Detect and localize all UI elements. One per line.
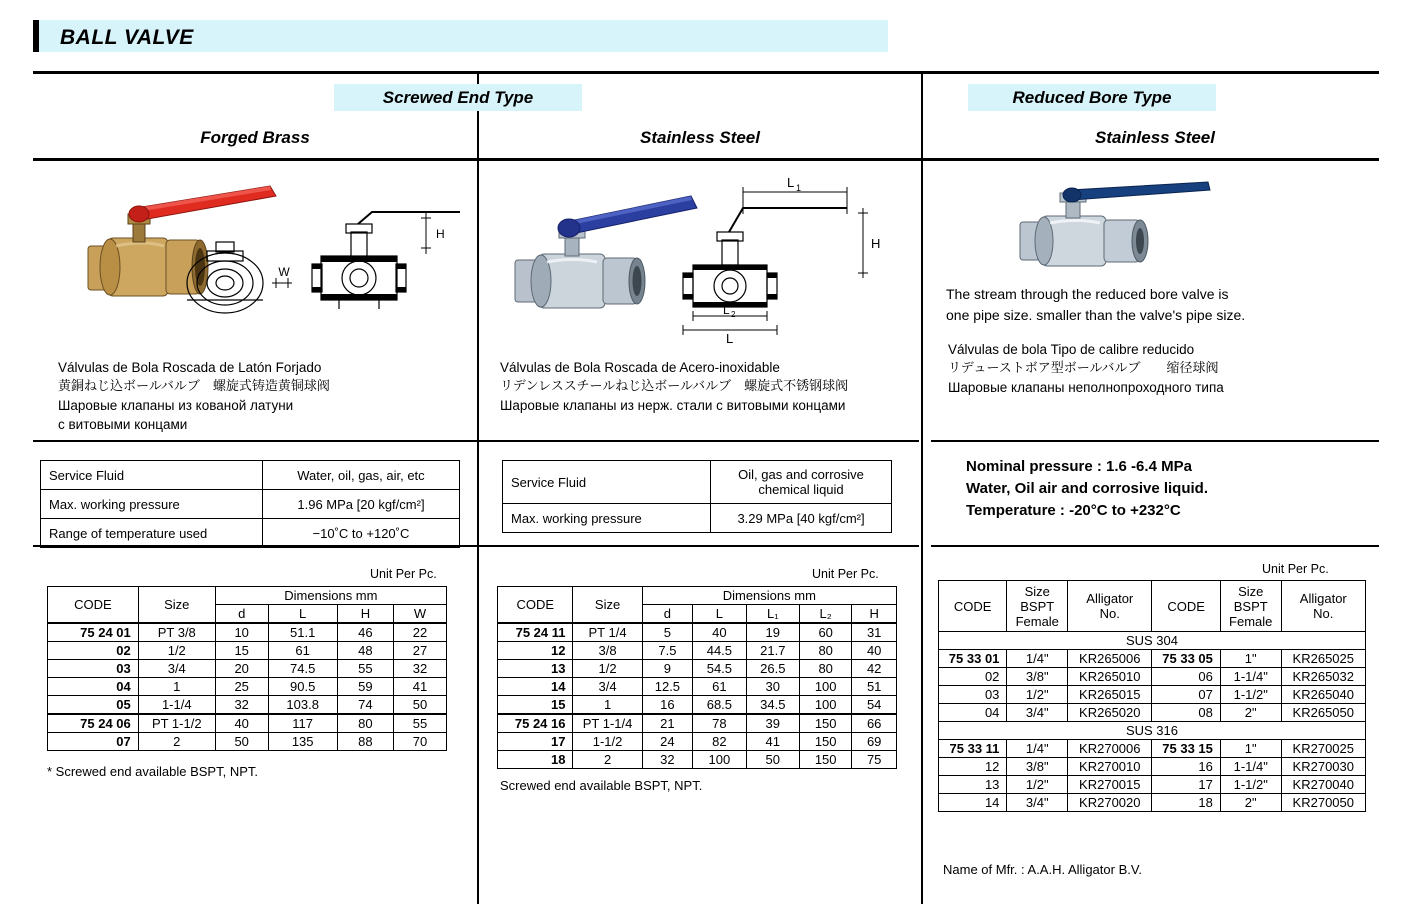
col-H: H: [337, 605, 393, 624]
cell-d: 7.5: [642, 642, 693, 660]
rule-under-images: [33, 440, 919, 442]
cell-code1: 75 33 01: [939, 650, 1007, 668]
cell-size2: 1": [1220, 740, 1281, 758]
cell-L: 100: [693, 751, 746, 769]
col-code: CODE: [48, 587, 139, 624]
table-row: [498, 751, 897, 769]
table-header-row: [939, 581, 1366, 632]
col-alligator-2: Alligator No.: [1281, 581, 1365, 632]
left-unit-note: Unit Per Pc.: [370, 567, 437, 581]
cell-L: 61: [268, 642, 337, 660]
cell-L2: 80: [799, 642, 851, 660]
cell-size: 1-1/4: [138, 696, 215, 715]
cell-L: 117: [268, 714, 337, 733]
banner-reduced-bore-type: Reduced Bore Type: [968, 84, 1216, 111]
cell-L1: 30: [746, 678, 799, 696]
cell-L: 40: [693, 623, 746, 642]
cell-code1: 03: [939, 686, 1007, 704]
cell-code2: 18: [1152, 794, 1220, 812]
left-caption-cjk: 黄銅ねじ込ボールバルブ 螺旋式铸造黄铜球阀: [58, 379, 330, 394]
group-sus316: SUS 316: [939, 722, 1366, 740]
cell-code1: 12: [939, 758, 1007, 776]
rb-spec-line1: Nominal pressure : 1.6 -6.4 MPa: [966, 458, 1192, 475]
table-group-row: [939, 722, 1366, 740]
cell-size2: 1-1/2": [1220, 686, 1281, 704]
cell-code2: 75 33 15: [1152, 740, 1220, 758]
cell-L: 44.5: [693, 642, 746, 660]
table-row: [498, 696, 897, 715]
cell-all1: KR270020: [1068, 794, 1152, 812]
cell-d: 15: [215, 642, 268, 660]
table-row: [498, 733, 897, 751]
cell-H: 40: [852, 642, 897, 660]
table-header-row: [498, 587, 897, 605]
cell-code2: 75 33 05: [1152, 650, 1220, 668]
rb-desc-line1: The stream through the reduced bore valve is: [946, 286, 1229, 302]
cell-all1: KR265015: [1068, 686, 1152, 704]
spec-value: 1.96 MPa [20 kgf/cm²]: [262, 490, 459, 519]
cell-L1: 34.5: [746, 696, 799, 715]
cell-size2: 1": [1220, 650, 1281, 668]
cell-H: 55: [337, 660, 393, 678]
cell-all2: KR270025: [1281, 740, 1365, 758]
table-row: [48, 623, 447, 642]
col-size-1: Size BSPT Female: [1007, 581, 1068, 632]
cell-H: 75: [852, 751, 897, 769]
table-row: [503, 461, 892, 504]
cell-code2: 17: [1152, 776, 1220, 794]
table-row: [498, 714, 897, 733]
cell-H: 46: [337, 623, 393, 642]
cell-size1: 3/8": [1007, 758, 1068, 776]
col-code: CODE: [498, 587, 573, 624]
cell-code: 04: [48, 678, 139, 696]
cell-W: 50: [394, 696, 447, 715]
cell-all2: KR265025: [1281, 650, 1365, 668]
cell-H: 42: [852, 660, 897, 678]
cell-code: 14: [498, 678, 573, 696]
cell-all1: KR270010: [1068, 758, 1152, 776]
cell-L2: 100: [799, 678, 851, 696]
cell-size: 3/8: [573, 642, 642, 660]
table-row: [48, 733, 447, 751]
col-code-2: CODE: [1152, 581, 1220, 632]
cell-L: 68.5: [693, 696, 746, 715]
svg-text:L: L: [726, 331, 734, 345]
middle-dimension-table: [497, 586, 897, 769]
cell-code: 02: [48, 642, 139, 660]
table-row: [498, 678, 897, 696]
cell-code: 03: [48, 660, 139, 678]
col-code-1: CODE: [939, 581, 1007, 632]
rule-under-subtitles: [33, 158, 1379, 161]
cell-all2: KR265050: [1281, 704, 1365, 722]
cell-all1: KR270015: [1068, 776, 1152, 794]
table-header-row: [48, 587, 447, 605]
cell-d: 9: [642, 660, 693, 678]
cell-all2: KR270050: [1281, 794, 1365, 812]
col-d: d: [642, 605, 693, 624]
table-row: [939, 686, 1366, 704]
cell-d: 24: [642, 733, 693, 751]
cell-L2: 80: [799, 660, 851, 678]
cell-L1: 21.7: [746, 642, 799, 660]
cell-size2: 1-1/2": [1220, 776, 1281, 794]
middle-unit-note: Unit Per Pc.: [812, 567, 879, 581]
cell-all1: KR265006: [1068, 650, 1152, 668]
table-group-row: [939, 632, 1366, 650]
cell-size: 1: [138, 678, 215, 696]
cell-L1: 26.5: [746, 660, 799, 678]
right-footnote: Name of Mfr. : A.A.H. Alligator B.V.: [943, 862, 1142, 877]
cell-code2: 07: [1152, 686, 1220, 704]
cell-code1: 04: [939, 704, 1007, 722]
cell-size: PT 1-1/4: [573, 714, 642, 733]
mid-caption-cjk: リデンレススチールねじ込ボールバルブ 螺旋式不锈钢球阀: [500, 379, 849, 394]
cell-all2: KR265032: [1281, 668, 1365, 686]
cell-code: 75 24 01: [48, 623, 139, 642]
left-footnote: * Screwed end available BSPT, NPT.: [47, 764, 258, 779]
cell-L2: 150: [799, 714, 851, 733]
cell-size2: 2": [1220, 794, 1281, 812]
svg-text:1: 1: [796, 183, 802, 193]
cell-H: 88: [337, 733, 393, 751]
cell-code: 12: [498, 642, 573, 660]
table-row: [939, 758, 1366, 776]
cell-size1: 3/4": [1007, 794, 1068, 812]
forged-brass-valve-illustration: [40, 168, 470, 343]
table-row: [939, 704, 1366, 722]
svg-text:H: H: [871, 236, 881, 251]
reduced-bore-description: [946, 284, 1366, 326]
table-row: [48, 678, 447, 696]
cell-code: 13: [498, 660, 573, 678]
page-title: BALL VALVE: [60, 26, 194, 49]
cell-size1: 1/2": [1007, 776, 1068, 794]
cell-size2: 1-1/4": [1220, 668, 1281, 686]
cell-all2: KR265040: [1281, 686, 1365, 704]
right-caption-es: Válvulas de bola Tipo de calibre reducido: [948, 342, 1195, 357]
cell-H: 31: [852, 623, 897, 642]
left-caption-es: Válvulas de Bola Roscada de Latón Forjado: [58, 360, 322, 375]
table-row: [939, 740, 1366, 758]
table-row: [939, 668, 1366, 686]
stainless-steel-valve-illustration: [495, 170, 895, 345]
cell-d: 12.5: [642, 678, 693, 696]
spec-label: Service Fluid: [41, 461, 263, 490]
table-row: [939, 776, 1366, 794]
cell-H: 51: [852, 678, 897, 696]
left-caption-block: [58, 358, 458, 434]
cell-d: 5: [642, 623, 693, 642]
col-L1: L₁: [746, 605, 799, 624]
cell-d: 40: [215, 714, 268, 733]
cell-H: 74: [337, 696, 393, 715]
right-unit-note: Unit Per Pc.: [1262, 562, 1329, 576]
cell-size1: 1/2": [1007, 686, 1068, 704]
col-W: W: [394, 605, 447, 624]
middle-caption-block: [500, 358, 910, 415]
cell-H: 80: [337, 714, 393, 733]
table-row: [498, 623, 897, 642]
cell-W: 32: [394, 660, 447, 678]
spec-value: Oil, gas and corrosive chemical liquid: [711, 461, 892, 504]
cell-all1: KR265010: [1068, 668, 1152, 686]
cell-size: 1/2: [138, 642, 215, 660]
table-row: [41, 461, 460, 490]
col-L: L: [268, 605, 337, 624]
cell-H: 59: [337, 678, 393, 696]
cell-code1: 02: [939, 668, 1007, 686]
rule-right-b: [931, 545, 1379, 547]
svg-text:L: L: [787, 175, 795, 190]
cell-size: PT 1-1/2: [138, 714, 215, 733]
col-alligator-1: Alligator No.: [1068, 581, 1152, 632]
col-size: Size: [573, 587, 642, 624]
cell-L: 61: [693, 678, 746, 696]
cell-size: 1: [573, 696, 642, 715]
col-dimensions: Dimensions mm: [642, 587, 896, 605]
header-accent-bar: [33, 20, 39, 52]
banner-screwed-end-type: Screwed End Type: [334, 84, 582, 111]
cell-L: 51.1: [268, 623, 337, 642]
spec-label: Max. working pressure: [503, 504, 711, 533]
cell-d: 16: [642, 696, 693, 715]
cell-d: 20: [215, 660, 268, 678]
cell-all1: KR265020: [1068, 704, 1152, 722]
cell-d: 32: [642, 751, 693, 769]
cell-size: 3/4: [138, 660, 215, 678]
cell-code: 15: [498, 696, 573, 715]
table-row: [503, 504, 892, 533]
cell-L1: 50: [746, 751, 799, 769]
cell-H: 66: [852, 714, 897, 733]
cell-L: 82: [693, 733, 746, 751]
vsep-middle-right: [921, 74, 923, 904]
spec-value: Water, oil, gas, air, etc: [262, 461, 459, 490]
table-row: [939, 650, 1366, 668]
svg-text:L: L: [723, 303, 730, 317]
cell-W: 22: [394, 623, 447, 642]
right-spec-block: [966, 456, 1376, 522]
col-L: L: [693, 605, 746, 624]
table-row: [48, 660, 447, 678]
mid-caption-ru: Шаровые клапаны из нерж. стали с витовыми концами: [500, 398, 846, 413]
right-caption-cjk: リデューストボア型ボールバルブ 缩径球阀: [948, 361, 1219, 376]
table-row: [48, 696, 447, 715]
right-code-table: [938, 580, 1366, 812]
rule-top: [33, 71, 1379, 74]
cell-size: 1-1/2: [573, 733, 642, 751]
cell-size1: 1/4": [1007, 740, 1068, 758]
cell-L: 74.5: [268, 660, 337, 678]
table-row: [48, 642, 447, 660]
table-row: [498, 660, 897, 678]
cell-size: 2: [573, 751, 642, 769]
cell-code: 75 24 16: [498, 714, 573, 733]
cell-L2: 60: [799, 623, 851, 642]
cell-size: 2: [138, 733, 215, 751]
cell-all2: KR270030: [1281, 758, 1365, 776]
table-row: [48, 714, 447, 733]
left-caption-ru1: Шаровые клапаны из кованой латуни: [58, 398, 294, 413]
subtitle-forged-brass: Forged Brass: [200, 128, 310, 147]
table-row: [498, 642, 897, 660]
rb-spec-line3: Temperature : -20°C to +232°C: [966, 502, 1181, 519]
cell-code: 75 24 11: [498, 623, 573, 642]
cell-d: 32: [215, 696, 268, 715]
table-row: [41, 490, 460, 519]
reduced-bore-valve-illustration: [1000, 180, 1290, 290]
cell-L: 90.5: [268, 678, 337, 696]
left-dimension-table: [47, 586, 447, 751]
vsep-left-middle: [477, 74, 479, 904]
cell-code2: 16: [1152, 758, 1220, 776]
cell-all2: KR270040: [1281, 776, 1365, 794]
col-H: H: [852, 605, 897, 624]
cell-d: 10: [215, 623, 268, 642]
cell-code2: 08: [1152, 704, 1220, 722]
subtitle-stainless-steel-right: Stainless Steel: [1094, 128, 1215, 147]
cell-L: 135: [268, 733, 337, 751]
cell-d: 21: [642, 714, 693, 733]
cell-L: 54.5: [693, 660, 746, 678]
cell-code1: 75 33 11: [939, 740, 1007, 758]
table-row: [41, 519, 460, 548]
left-caption-ru2: с витовыми концами: [58, 417, 188, 432]
left-spec-table: [40, 460, 460, 548]
rb-desc-line2: one pipe size. smaller than the valve's pipe size.: [946, 307, 1246, 323]
cell-H: 69: [852, 733, 897, 751]
svg-text:H: H: [436, 227, 445, 241]
cell-W: 27: [394, 642, 447, 660]
mid-caption-es: Válvulas de Bola Roscada de Acero-inoxidable: [500, 360, 780, 375]
middle-spec-table: [502, 460, 892, 533]
spec-label: Service Fluid: [503, 461, 711, 504]
spec-value: −10˚C to +120˚C: [262, 519, 459, 548]
right-caption-block: [948, 340, 1378, 397]
spec-label: Range of temperature used: [41, 519, 263, 548]
cell-L: 103.8: [268, 696, 337, 715]
cell-size2: 1-1/4": [1220, 758, 1281, 776]
cell-code: 05: [48, 696, 139, 715]
middle-footnote: Screwed end available BSPT, NPT.: [500, 778, 703, 793]
cell-all1: KR270006: [1068, 740, 1152, 758]
subtitle-stainless-steel-mid: Stainless Steel: [639, 128, 760, 147]
cell-size: PT 1/4: [573, 623, 642, 642]
col-dimensions: Dimensions mm: [215, 587, 446, 605]
col-L2: L₂: [799, 605, 851, 624]
cell-size2: 2": [1220, 704, 1281, 722]
cell-code2: 06: [1152, 668, 1220, 686]
cell-L2: 150: [799, 751, 851, 769]
cell-code1: 13: [939, 776, 1007, 794]
cell-size1: 3/8": [1007, 668, 1068, 686]
cell-size: PT 3/8: [138, 623, 215, 642]
cell-code: 07: [48, 733, 139, 751]
cell-L2: 100: [799, 696, 851, 715]
cell-size: 1/2: [573, 660, 642, 678]
cell-code1: 14: [939, 794, 1007, 812]
cell-L2: 150: [799, 733, 851, 751]
cell-d: 50: [215, 733, 268, 751]
cell-code: 75 24 06: [48, 714, 139, 733]
cell-size: 3/4: [573, 678, 642, 696]
cell-L1: 41: [746, 733, 799, 751]
cell-W: 70: [394, 733, 447, 751]
col-size: Size: [138, 587, 215, 624]
cell-L1: 19: [746, 623, 799, 642]
spec-value: 3.29 MPa [40 kgf/cm²]: [711, 504, 892, 533]
rb-spec-line2: Water, Oil air and corrosive liquid.: [966, 480, 1209, 497]
group-sus304: SUS 304: [939, 632, 1366, 650]
cell-L: 78: [693, 714, 746, 733]
cell-H: 48: [337, 642, 393, 660]
spec-label: Max. working pressure: [41, 490, 263, 519]
rule-right-a: [931, 440, 1379, 442]
cell-size1: 3/4": [1007, 704, 1068, 722]
cell-code: 17: [498, 733, 573, 751]
cell-d: 25: [215, 678, 268, 696]
svg-text:2: 2: [731, 310, 736, 319]
cell-W: 41: [394, 678, 447, 696]
svg-text:W: W: [278, 265, 290, 279]
cell-H: 54: [852, 696, 897, 715]
right-caption-ru: Шаровые клапаны неполнопроходного типа: [948, 380, 1224, 395]
cell-size1: 1/4": [1007, 650, 1068, 668]
cell-W: 55: [394, 714, 447, 733]
cell-L1: 39: [746, 714, 799, 733]
table-row: [939, 794, 1366, 812]
cell-code: 18: [498, 751, 573, 769]
col-size-2: Size BSPT Female: [1220, 581, 1281, 632]
col-d: d: [215, 605, 268, 624]
